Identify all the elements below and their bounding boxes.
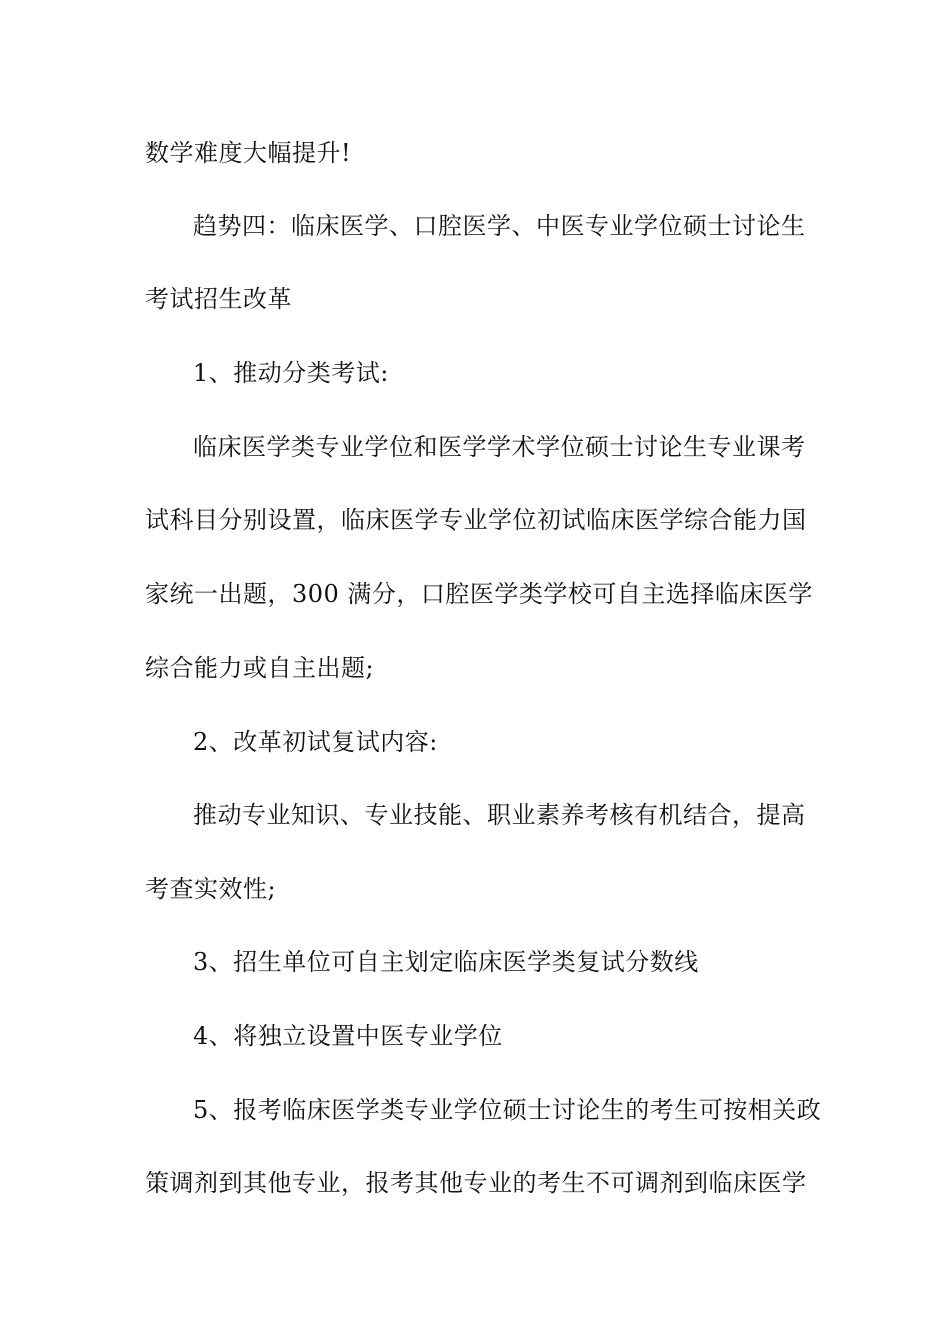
paragraph-line: 综合能力或自主出题; <box>145 654 375 682</box>
paragraph-line: 家统一出题，300 满分，口腔医学类学校可自主选择临床医学 <box>145 580 813 608</box>
list-item: 5、报考临床医学类专业学位硕士讨论生的考生可按相关政 <box>193 1096 822 1124</box>
paragraph-line: 策调剂到其他专业，报考其他专业的考生不可调剂到临床医学 <box>145 1169 807 1197</box>
list-item-heading: 1、推动分类考试: <box>193 359 389 387</box>
text-line: 数学难度大幅提升! <box>145 139 352 167</box>
paragraph-line: 推动专业知识、专业技能、职业素养考核有机结合，提高 <box>193 801 806 829</box>
paragraph-line: 试科目分别设置，临床医学专业学位初试临床医学综合能力国 <box>145 506 807 534</box>
list-item-heading: 2、改革初试复试内容: <box>193 728 438 756</box>
list-item: 4、将独立设置中医专业学位 <box>193 1022 503 1050</box>
section-heading: 趋势四：临床医学、口腔医学、中医专业学位硕士讨论生 <box>193 212 806 240</box>
paragraph-line: 考查实效性; <box>145 875 277 903</box>
text-line: 考试招生改革 <box>145 285 292 313</box>
paragraph-line: 临床医学类专业学位和医学学术学位硕士讨论生专业课考 <box>193 433 806 461</box>
list-item: 3、招生单位可自主划定临床医学类复试分数线 <box>193 948 699 976</box>
